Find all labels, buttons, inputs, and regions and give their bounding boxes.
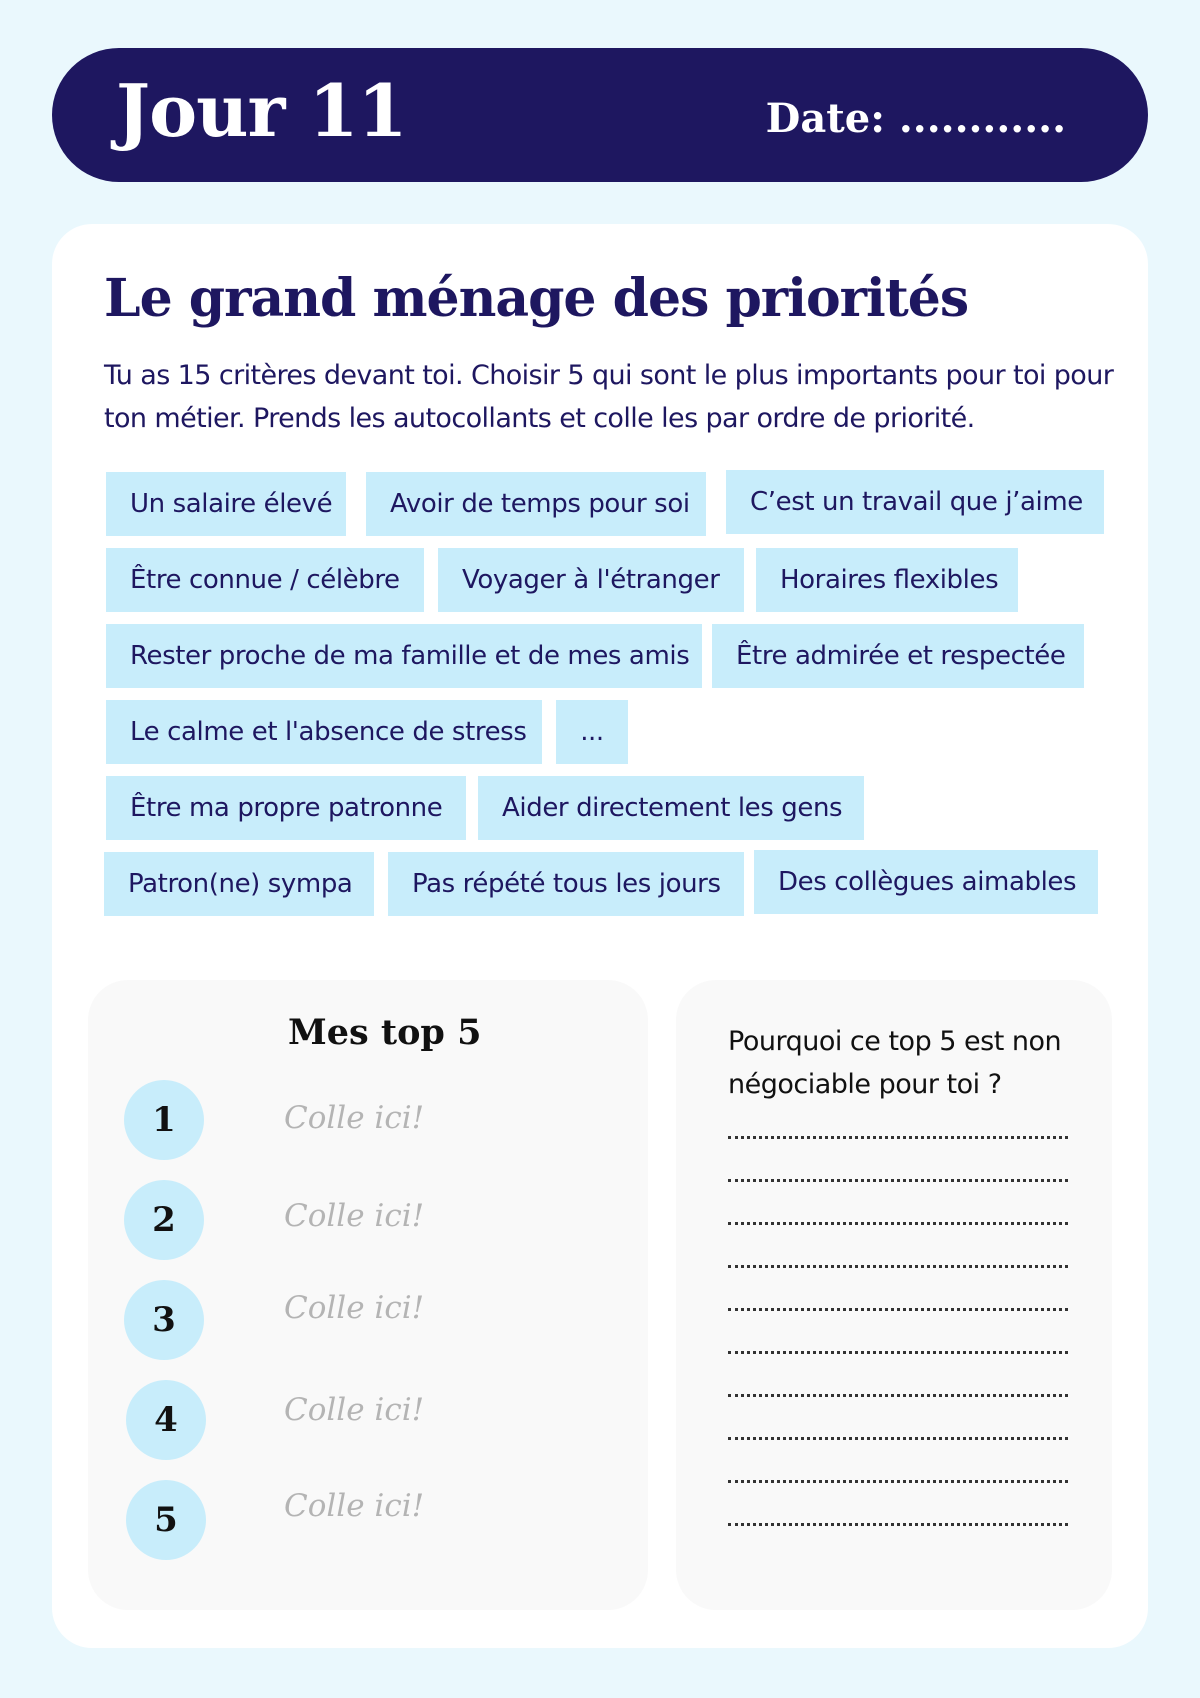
writing-line[interactable] — [728, 1265, 1068, 1268]
criterion-sticker[interactable]: Aider directement les gens — [478, 776, 864, 840]
date-field[interactable]: Date: ............ — [765, 95, 1066, 142]
top5-title: Mes top 5 — [288, 1012, 482, 1053]
criterion-sticker[interactable]: Pas répété tous les jours — [388, 852, 744, 916]
sticker-slot-3[interactable]: Colle ici! — [284, 1290, 425, 1326]
writing-line[interactable] — [728, 1394, 1068, 1397]
criterion-sticker[interactable]: Rester proche de ma famille et de mes amis — [106, 624, 702, 688]
criterion-sticker[interactable]: Avoir de temps pour soi — [366, 472, 706, 536]
writing-line[interactable] — [728, 1136, 1068, 1139]
rank-2-badge: 2 — [124, 1180, 204, 1260]
writing-line[interactable] — [728, 1480, 1068, 1483]
criterion-sticker[interactable]: Un salaire élevé — [106, 472, 346, 536]
rank-1-badge: 1 — [124, 1080, 204, 1160]
writing-line[interactable] — [728, 1523, 1068, 1526]
writing-line[interactable] — [728, 1351, 1068, 1354]
sticker-slot-2[interactable]: Colle ici! — [284, 1198, 425, 1234]
criterion-sticker[interactable]: Patron(ne) sympa — [104, 852, 374, 916]
criterion-sticker[interactable]: Voyager à l'étranger — [438, 548, 744, 612]
day-header-banner — [52, 48, 1148, 182]
sticker-slot-4[interactable]: Colle ici! — [284, 1392, 425, 1428]
writing-line[interactable] — [728, 1308, 1068, 1311]
writing-line[interactable] — [728, 1437, 1068, 1440]
instructions-text: Tu as 15 critères devant toi. Choisir 5 qui sont le plus importants pour toi pour ton métier. Prends les autocollants et colle les par ordre de priorité. — [104, 360, 1114, 434]
rank-3-badge: 3 — [124, 1280, 204, 1360]
writing-line[interactable] — [728, 1179, 1068, 1182]
sticker-slot-5[interactable]: Colle ici! — [284, 1488, 425, 1524]
page-title: Le grand ménage des priorités — [104, 268, 969, 329]
criterion-sticker[interactable]: Être connue / célèbre — [106, 548, 424, 612]
sticker-slot-1[interactable]: Colle ici! — [284, 1100, 425, 1136]
criterion-sticker[interactable]: ... — [556, 700, 628, 764]
criterion-sticker[interactable]: C’est un travail que j’aime — [726, 470, 1104, 534]
criterion-sticker[interactable]: Être ma propre patronne — [106, 776, 466, 840]
writing-line[interactable] — [728, 1222, 1068, 1225]
top5-panel — [88, 980, 648, 1610]
day-title: Jour 11 — [116, 68, 407, 153]
why-question: Pourquoi ce top 5 est non négociable pour toi ? — [728, 1026, 1062, 1100]
criterion-sticker[interactable]: Le calme et l'absence de stress — [106, 700, 542, 764]
exercise-card — [52, 224, 1148, 1648]
criterion-sticker[interactable]: Horaires ﬂexibles — [756, 548, 1018, 612]
rank-4-badge: 4 — [126, 1380, 206, 1460]
criterion-sticker[interactable]: Des collègues aimables — [754, 850, 1098, 914]
why-panel — [676, 980, 1112, 1610]
rank-5-badge: 5 — [126, 1480, 206, 1560]
criterion-sticker[interactable]: Être admirée et respectée — [712, 624, 1084, 688]
